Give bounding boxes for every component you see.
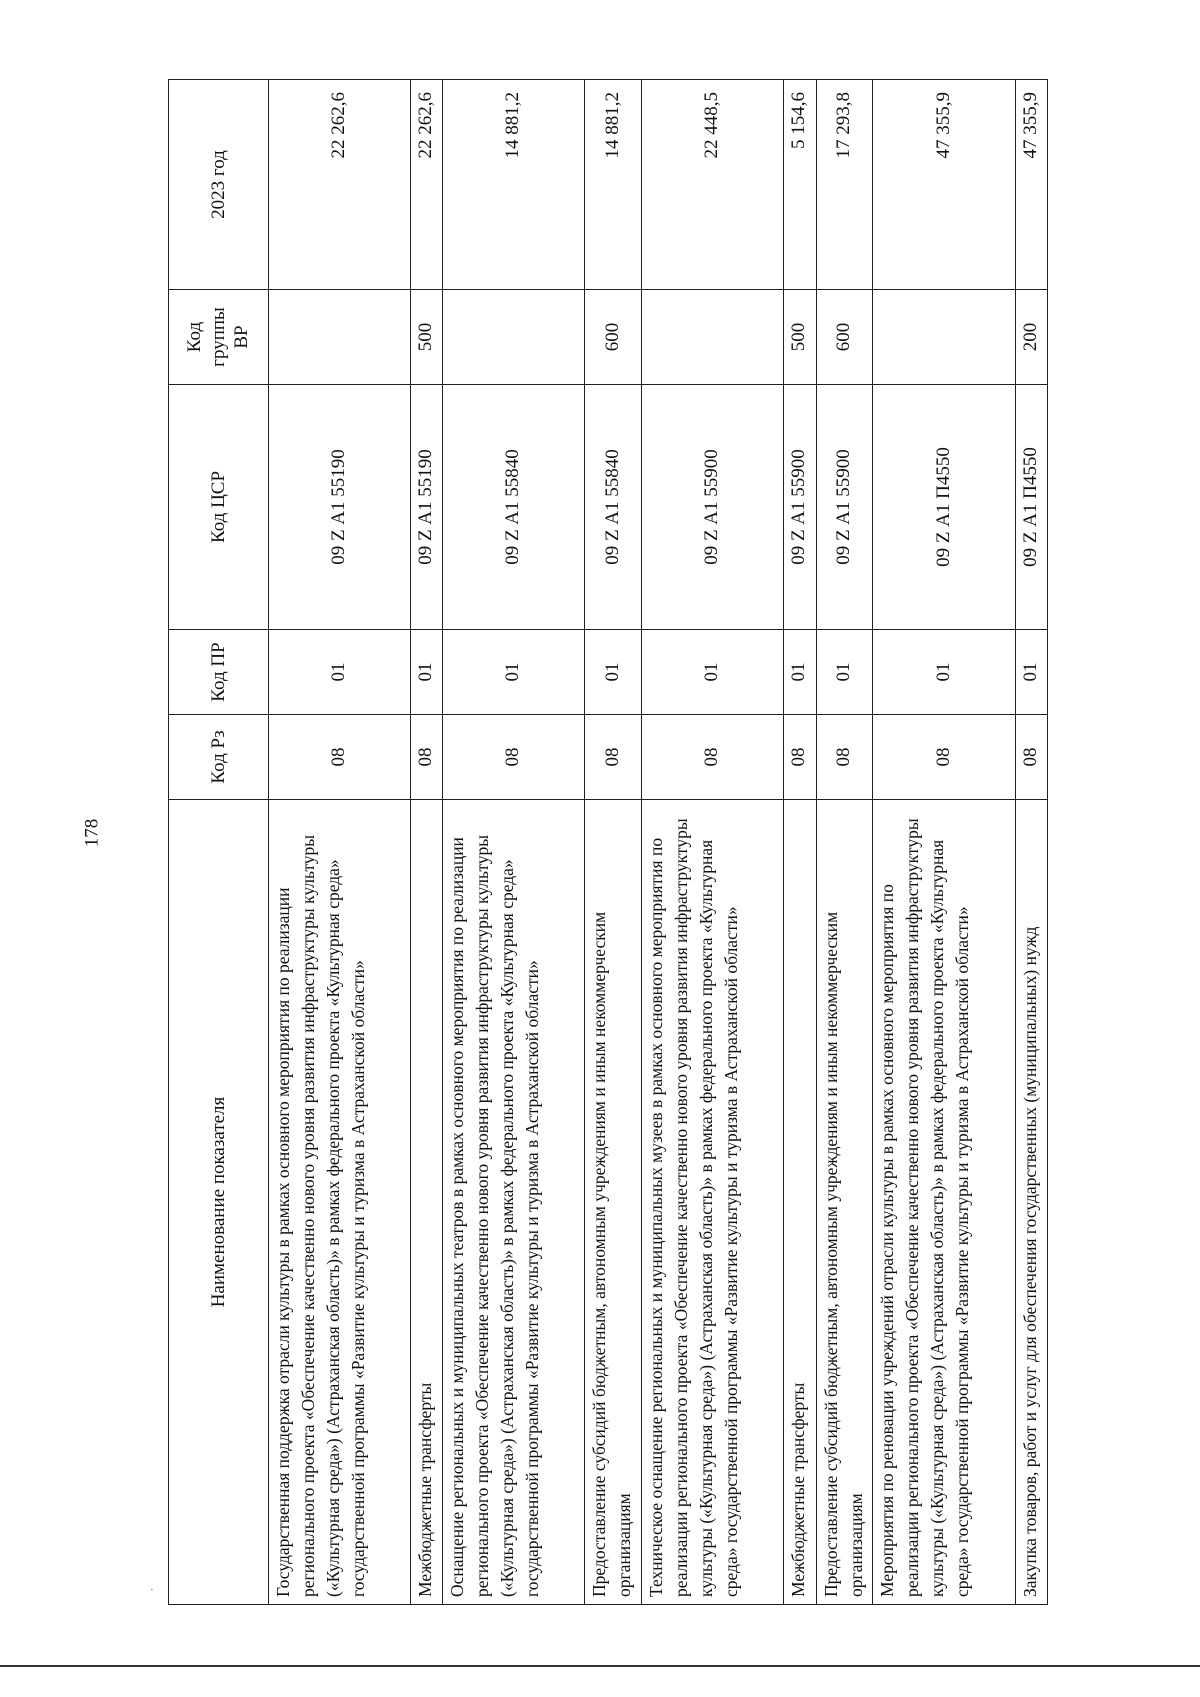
row-amount-2023: 5 154,6 [784, 80, 816, 290]
row-csr-code: 09 Z А1 55190 [269, 385, 411, 630]
row-amount-2023: 47 355,9 [1015, 80, 1048, 290]
row-rz-code: 08 [585, 715, 642, 800]
row-rz-code: 08 [873, 715, 1015, 800]
row-rz-code: 08 [443, 715, 585, 800]
row-amount-2023: 17 293,8 [816, 80, 873, 290]
row-vr-group-code: 500 [784, 290, 816, 385]
row-csr-code: 09 Z А1 55900 [784, 385, 816, 630]
row-csr-code: 09 Z А1 55840 [443, 385, 585, 630]
table-row [585, 80, 642, 1605]
row-pr-code: 01 [411, 630, 443, 715]
header-csr-code: Код ЦСР [169, 385, 269, 630]
footer-rule [0, 1665, 1200, 1667]
table-header-row [169, 80, 269, 1605]
row-vr-group-code [873, 290, 1015, 385]
table-row [816, 80, 873, 1605]
row-csr-code: 09 Z А1 55840 [585, 385, 642, 630]
row-pr-code: 01 [269, 630, 411, 715]
row-csr-code: 09 Z А1 55190 [411, 385, 443, 630]
row-amount-2023: 22 262,6 [269, 80, 411, 290]
row-pr-code: 01 [642, 630, 784, 715]
row-vr-group-code: 600 [816, 290, 873, 385]
row-indicator-name: Предоставление субсидий бюджетным, автономным учреждениям и иным некоммерческим организациям [585, 800, 642, 1605]
row-csr-code: 09 Z А1 П4550 [873, 385, 1015, 630]
row-indicator-name: Закупка товаров, работ и услуг для обеспечения государственных (муниципальных) нужд [1015, 800, 1048, 1605]
table-row [411, 80, 443, 1605]
row-csr-code: 09 Z А1 П4550 [1015, 385, 1048, 630]
row-rz-code: 08 [269, 715, 411, 800]
table-row [443, 80, 585, 1605]
header-pr-code: Код ПР [169, 630, 269, 715]
row-vr-group-code [269, 290, 411, 385]
row-vr-group-code: 200 [1015, 290, 1048, 385]
row-amount-2023: 22 448,5 [642, 80, 784, 290]
row-vr-group-code: 500 [411, 290, 443, 385]
budget-table-container [168, 80, 1048, 1605]
row-pr-code: 01 [443, 630, 585, 715]
row-csr-code: 09 Z А1 55900 [642, 385, 784, 630]
row-amount-2023: 14 881,2 [585, 80, 642, 290]
row-vr-group-code [443, 290, 585, 385]
row-indicator-name: Межбюджетные трансферты [411, 800, 443, 1605]
row-rz-code: 08 [1015, 715, 1048, 800]
row-amount-2023: 47 355,9 [873, 80, 1015, 290]
scan-mark: · [144, 1587, 159, 1592]
row-rz-code: 08 [411, 715, 443, 800]
row-rz-code: 08 [784, 715, 816, 800]
table-row [1015, 80, 1048, 1605]
row-rz-code: 08 [816, 715, 873, 800]
row-csr-code: 09 Z А1 55900 [816, 385, 873, 630]
row-amount-2023: 22 262,6 [411, 80, 443, 290]
row-indicator-name: Межбюджетные трансферты [784, 800, 816, 1605]
row-pr-code: 01 [1015, 630, 1048, 715]
row-vr-group-code [642, 290, 784, 385]
header-indicator-name: Наименование показателя [169, 800, 269, 1605]
table-row [784, 80, 816, 1605]
budget-table [168, 79, 1048, 1605]
row-pr-code: 01 [873, 630, 1015, 715]
row-indicator-name: Предоставление субсидий бюджетным, автономным учреждениям и иным некоммерческим организациям [816, 800, 873, 1605]
row-vr-group-code: 600 [585, 290, 642, 385]
row-indicator-name: Техническое оснащение региональных и муниципальных музеев в рамках основного мероприятия по реализации регионального проекта «Обеспечение качественно нового уровня развития инфраструктуры культуры («Культурная среда») (Астраханская область)» в рамках федерального проекта «Культурная среда» государственной программы «Развитие культуры и туризма в Астраханской области» [642, 800, 784, 1605]
page-number: 178 [81, 818, 103, 848]
row-indicator-name: Государственная поддержка отрасли культуры в рамках основного мероприятия по реализации регионального проекта «Обеспечение качественно нового уровня развития инфраструктуры культуры («Культурная среда») (Астраханская область)» в рамках федерального проекта «Культурная среда» государственной программы «Развитие культуры и туризма в Астраханской области» [269, 800, 411, 1605]
table-row [873, 80, 1015, 1605]
row-pr-code: 01 [816, 630, 873, 715]
header-vr-group-code: Код группы ВР [169, 290, 269, 385]
row-rz-code: 08 [642, 715, 784, 800]
row-amount-2023: 14 881,2 [443, 80, 585, 290]
row-pr-code: 01 [585, 630, 642, 715]
row-indicator-name: Оснащение региональных и муниципальных театров в рамках основного мероприятия по реализации регионального проекта «Обеспечение качественно нового уровня развития инфраструктуры культуры («Культурная среда») (Астраханская область)» в рамках федерального проекта «Культурная среда» государственной программы «Развитие культуры и туризма в Астраханской области» [443, 800, 585, 1605]
row-indicator-name: Мероприятия по реновации учреждений отрасли культуры в рамках основного мероприятия по реализации регионального проекта «Обеспечение качественно нового уровня развития инфраструктуры культуры («Культурная среда») (Астраханская область)» в рамках федерального проекта «Культурная среда» государственной программы «Развитие культуры и туризма в Астраханской области» [873, 800, 1015, 1605]
table-row [269, 80, 411, 1605]
header-rz-code: Код Рз [169, 715, 269, 800]
row-pr-code: 01 [784, 630, 816, 715]
table-row [642, 80, 784, 1605]
header-year-2023: 2023 год [169, 80, 269, 290]
